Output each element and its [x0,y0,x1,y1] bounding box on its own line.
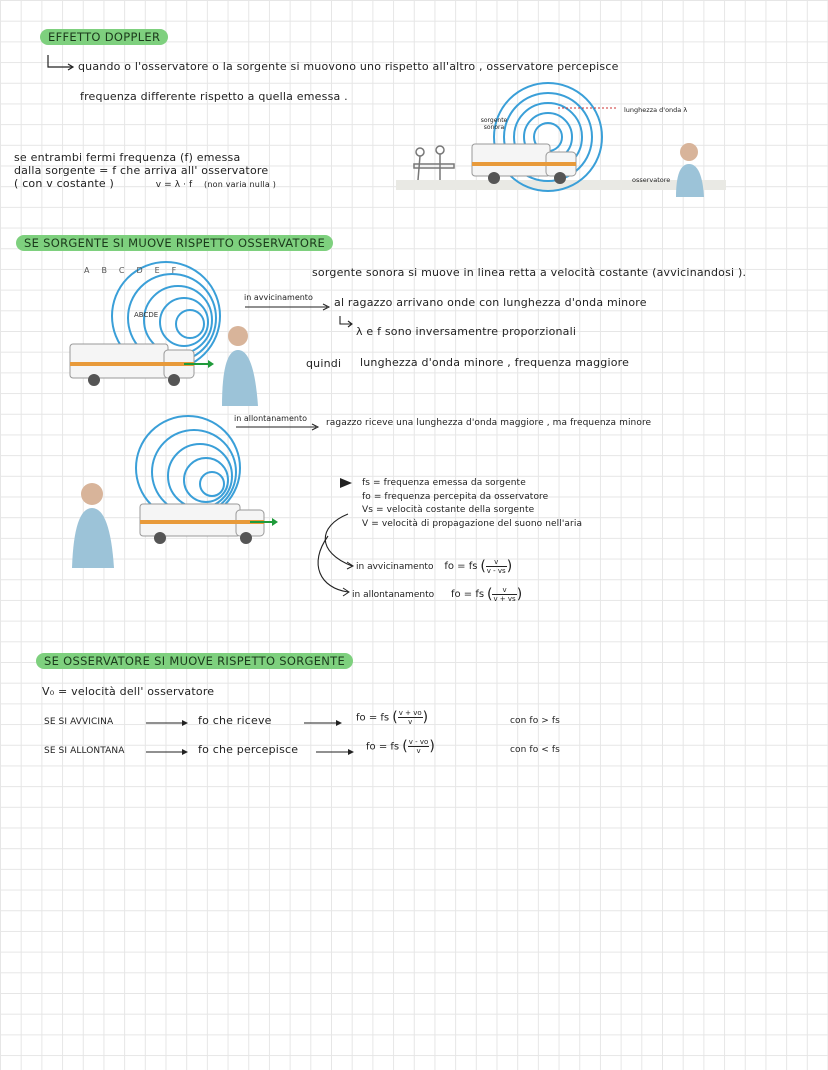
formula-recede-frac [492,586,516,603]
note-line-3-text: ( con v costante ) [14,177,115,190]
fig1-label-wavelength: lunghezza d'onda λ [624,106,688,114]
fig1-label-observer: osservatore [632,176,671,184]
section2-intro: sorgente sonora si muove in linea retta a velocità costante (avvicinandosi ). [312,266,747,279]
section1-line1: quando o l'osservatore o la sorgente si muovono uno rispetto all'altro , osservatore percepisce [78,60,619,73]
formula-recede-num: v [492,586,516,595]
fig2-letter-d: D [136,266,155,275]
row1-mid: fo che riceve [198,714,272,727]
quindi-label: quindi [306,357,342,370]
fig2-ambulance-text: ABCDE [134,311,159,319]
recede-arrow-icon [236,422,320,432]
row1-arrow1-icon [146,718,190,728]
fig2-letter-c: C [118,266,137,275]
formula-recede-den: v + vs [493,595,516,603]
row2-frac [408,738,430,755]
row1-lhs: fo = fs [356,712,390,724]
note-line-3 [14,177,276,192]
row1-formula: fo = fs ( $\frac{v + vo}{v}$ ) [356,709,429,726]
row1-den: v [408,718,413,726]
bullet-triangle-icon [340,478,354,490]
row1-label: SE SI AVVICINA [44,717,114,727]
legend-fs: fs = frequenza emessa da sorgente [362,478,526,488]
legend-v: V = velocità di propagazione del suono nell'aria [362,518,583,529]
hook-arrow-icon [46,55,76,75]
recede-text: ragazzo riceve una lunghezza d'onda maggiore , ma frequenza minore [326,418,652,428]
wave-formula: v = λ · f [155,180,193,190]
formula-recede-lhs: fo = fs [450,589,485,600]
legend-fo: fo = frequenza percepita da osservatore [362,491,549,502]
fig2-letter-e: E [154,266,172,275]
section2-title: SE SORGENTE SI MUOVE RISPETTO OSSERVATORE [16,235,333,251]
formula-approach-lhs: fo = fs [444,561,478,572]
fig1-label-source: sorgente sonora [480,117,508,131]
figure-stationary-source [396,82,726,202]
formula-approach-label: in avvicinamento [356,562,434,572]
row2-formula: fo = fs ( $\frac{v - vo}{v}$ ) [366,738,435,755]
row1-num: v + vo [398,709,422,717]
formula-approach-den: v - vs [486,567,506,575]
fig2-letter-b: B [101,266,119,275]
row2-label: SE SI ALLONTANA [44,746,125,756]
row2-den: v [416,747,421,755]
row2-mid: fo che percepisce [198,743,299,756]
row2-num: v - vo [408,738,429,746]
fig2-letter-a: A [84,266,102,275]
formula-approach-num: v [486,558,507,567]
section1-title: EFFETTO DOPPLER [40,29,168,45]
section3-title: SE OSSERVATORE SI MUOVE RISPETTO SORGENTE [36,653,353,669]
row1-arrow2-icon [304,718,344,728]
approach-arrow-icon [245,302,331,312]
row1-condition: con fo > fs [510,716,560,726]
formula-approach: in avvicinamento fo = fs ( $\frac{v}{v - vs}$ ) [356,558,513,575]
vo-definition: V₀ = velocità dell' osservatore [42,685,215,698]
formula-recede: in allontanamento fo = fs ( $\frac{v}{v + vs}$ ) [352,586,523,603]
row2-arrow2-icon [316,747,356,757]
legend-vs: Vs = velocità costante della sorgente [362,505,535,515]
row1-frac [398,709,423,726]
note-line-1: se entrambi fermi frequenza (f) emessa [14,151,241,164]
approach-text: al ragazzo arrivano onde con lunghezza d'onda minore [334,296,647,309]
formula-approach-frac [486,558,507,575]
row2-lhs: fo = fs [366,741,400,753]
section1-line2: frequenza differente rispetto a quella emessa . [80,90,348,103]
fig2-letter-f: F [171,266,189,275]
fig2-letters [84,266,188,275]
approach-sub: λ e f sono inversamentre proporzionali [356,325,577,338]
note-line-2: dalla sorgente = f che arriva all' osservatore [14,164,269,177]
recede-label: in allontanamento [234,414,307,423]
formula-recede-label: in allontanamento [352,590,435,600]
row2-condition: con fo < fs [510,745,560,755]
approach-label: in avvicinamento [244,293,313,302]
quindi-text: lunghezza d'onda minore , frequenza maggiore [360,356,630,369]
figure-receding-source [70,412,280,572]
sub-hook-arrow-icon [338,316,354,332]
legend-list [362,477,582,531]
branch-arrows-icon [308,512,356,598]
wave-formula-note: (non varia nulla ) [204,180,277,189]
row2-arrow1-icon [146,747,190,757]
section1-note [14,151,276,192]
figure-approaching-source [68,258,268,408]
